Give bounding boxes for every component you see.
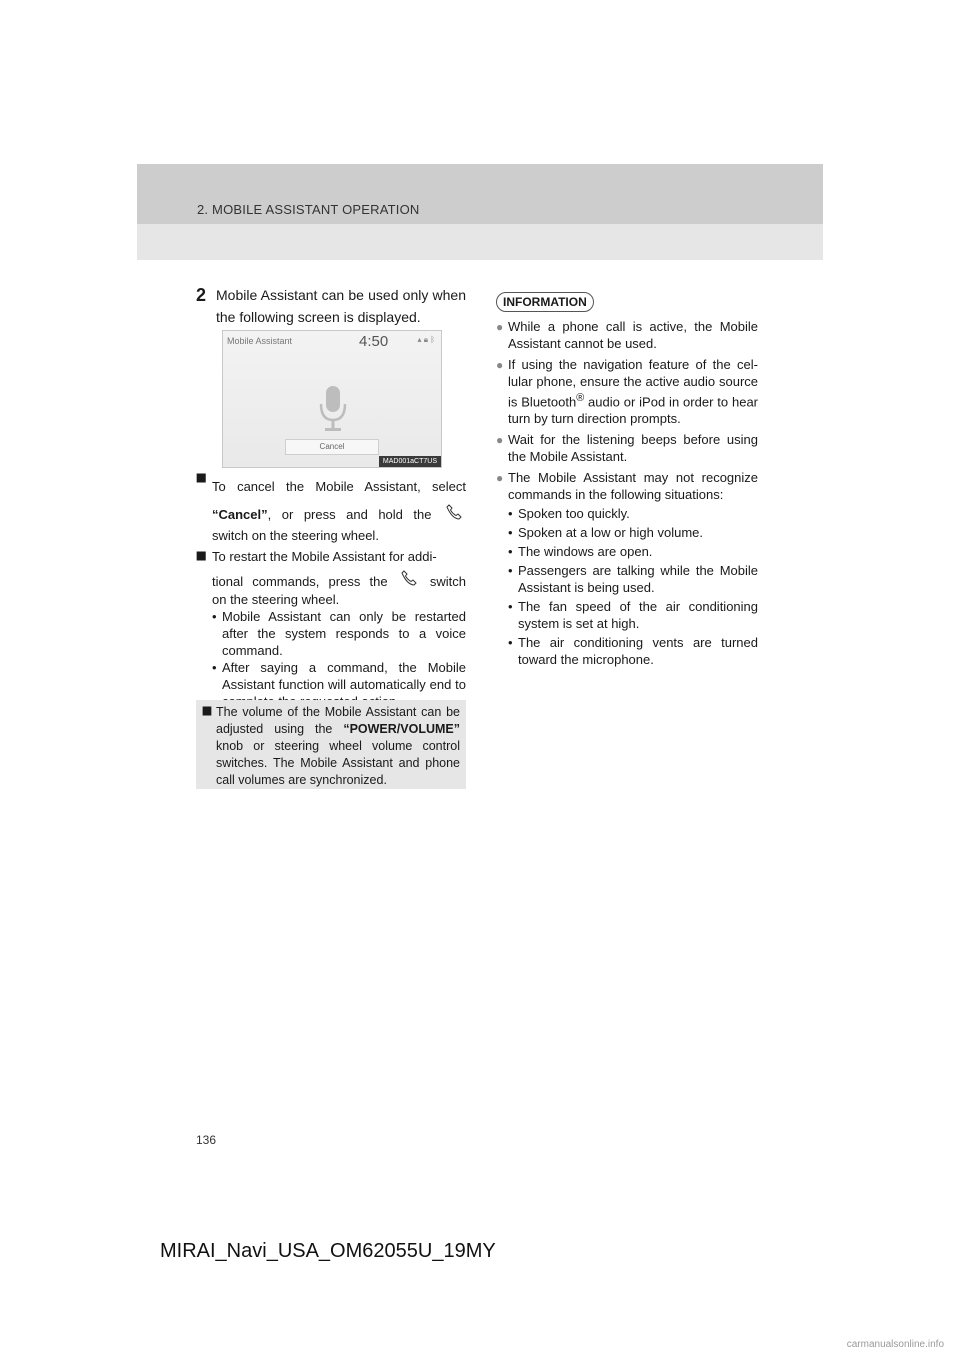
info-sub-item: • Passengers are talking while the Mobile Assistant is being used. — [508, 563, 758, 596]
header-top-strip — [137, 164, 823, 224]
lock-icon: 🔒︎ — [423, 335, 428, 344]
restart-line-2a: tional commands, press the — [212, 573, 388, 589]
phone-switch-icon — [446, 499, 462, 533]
cancel-keyword: “Cancel” — [212, 507, 268, 522]
section-title: 2. MOBILE ASSISTANT OPERATION — [197, 202, 420, 217]
bullet-circle-icon: ● — [496, 433, 504, 448]
info-sub-item: • The windows are open. — [508, 544, 653, 560]
restart-line-3: on the steering wheel. — [212, 592, 340, 608]
header-band — [137, 164, 823, 260]
info-item: ● If using the navigation feature of the cel- lular phone, ensure the active audio source is Bluetooth® audio or iPod in order to hear turn by turn direction prompts. — [496, 357, 759, 427]
step-number: 2 — [196, 285, 207, 305]
info-sub-item: • The air conditioning vents are turned toward the microphone. — [508, 635, 758, 668]
bullet-circle-icon: ● — [496, 358, 504, 372]
sub-item: • After saying a command, the Mobile Assistant function will automatically end to — [212, 660, 466, 693]
volume-note-box — [196, 700, 466, 789]
bullet-icon: ⯀ — [196, 471, 207, 486]
step-text: Mobile Assistant can be used only when the following screen is displayed. — [216, 287, 466, 325]
info-sub-item: • Spoken at a low or high volume. — [508, 525, 703, 541]
mobile-assistant-screen-illustration — [222, 330, 442, 468]
bullet-circle-icon: ● — [496, 471, 504, 486]
note-text-2: knob or steering wheel volume control switches. The Mobile Assistant and phone call volumes are synchronized. — [216, 739, 460, 787]
instruction-bullets — [196, 470, 466, 710]
bullet-circle-icon: ● — [496, 320, 504, 334]
information-label: INFORMATION — [496, 292, 594, 312]
cancel-line-3: switch on the steering wheel. — [212, 527, 379, 543]
bullet-icon: ⯀ — [202, 705, 213, 719]
microphone-icon — [319, 386, 347, 439]
step-2 — [196, 284, 466, 328]
screen-cancel-button: Cancel — [285, 439, 379, 455]
note-item — [202, 704, 460, 789]
screen-title: Mobile Assistant — [227, 336, 293, 346]
info-item: ● The Mobile Assistant may not recognize commands in the following situations: — [496, 470, 758, 503]
watermark: carmanualsonline.info — [846, 1339, 944, 1350]
info-item: ● Wait for the listening beeps before using the Mobile Assistant. — [496, 432, 758, 465]
info-sub-item: • The fan speed of the air conditioning system is set at high. — [508, 599, 758, 632]
screen-clock: 4:50 — [359, 333, 389, 350]
sub-item: • Mobile Assistant can only be restarted after the system responds to a voice command. — [212, 609, 466, 659]
signal-icon: ▴ — [417, 335, 422, 344]
info-sub-item: • Spoken too quickly. — [508, 506, 630, 522]
info-item: ● While a phone call is active, the Mobile Assistant cannot be used. — [496, 319, 758, 351]
note-keyword: “POWER/VOLUME” — [343, 722, 460, 736]
cancel-line-1: To cancel the Mobile Assistant, select — [212, 479, 466, 494]
note-text-1: The volume of the Mobile Assistant can be adjusted using the — [216, 705, 460, 736]
cancel-line-2: , or press and hold the — [267, 507, 432, 522]
document-code: MIRAI_Navi_USA_OM62055U_19MY — [160, 1240, 496, 1262]
restart-line-1: To restart the Mobile Assistant for addi- — [212, 548, 437, 564]
screen-status-icons — [417, 335, 435, 345]
restart-sub-list — [212, 608, 466, 710]
image-code: MAD001aCT7US — [379, 456, 441, 467]
bluetooth-icon: ᛒ — [430, 335, 435, 344]
phone-switch-icon — [401, 565, 417, 599]
restart-line-2b: switch — [429, 573, 466, 589]
registered-mark: ® — [576, 392, 585, 404]
bullet-restart — [196, 548, 466, 711]
information-section — [496, 292, 758, 668]
bullet-cancel — [196, 470, 466, 544]
bullet-icon: ⯀ — [196, 548, 207, 564]
page-number: 136 — [196, 1133, 217, 1147]
